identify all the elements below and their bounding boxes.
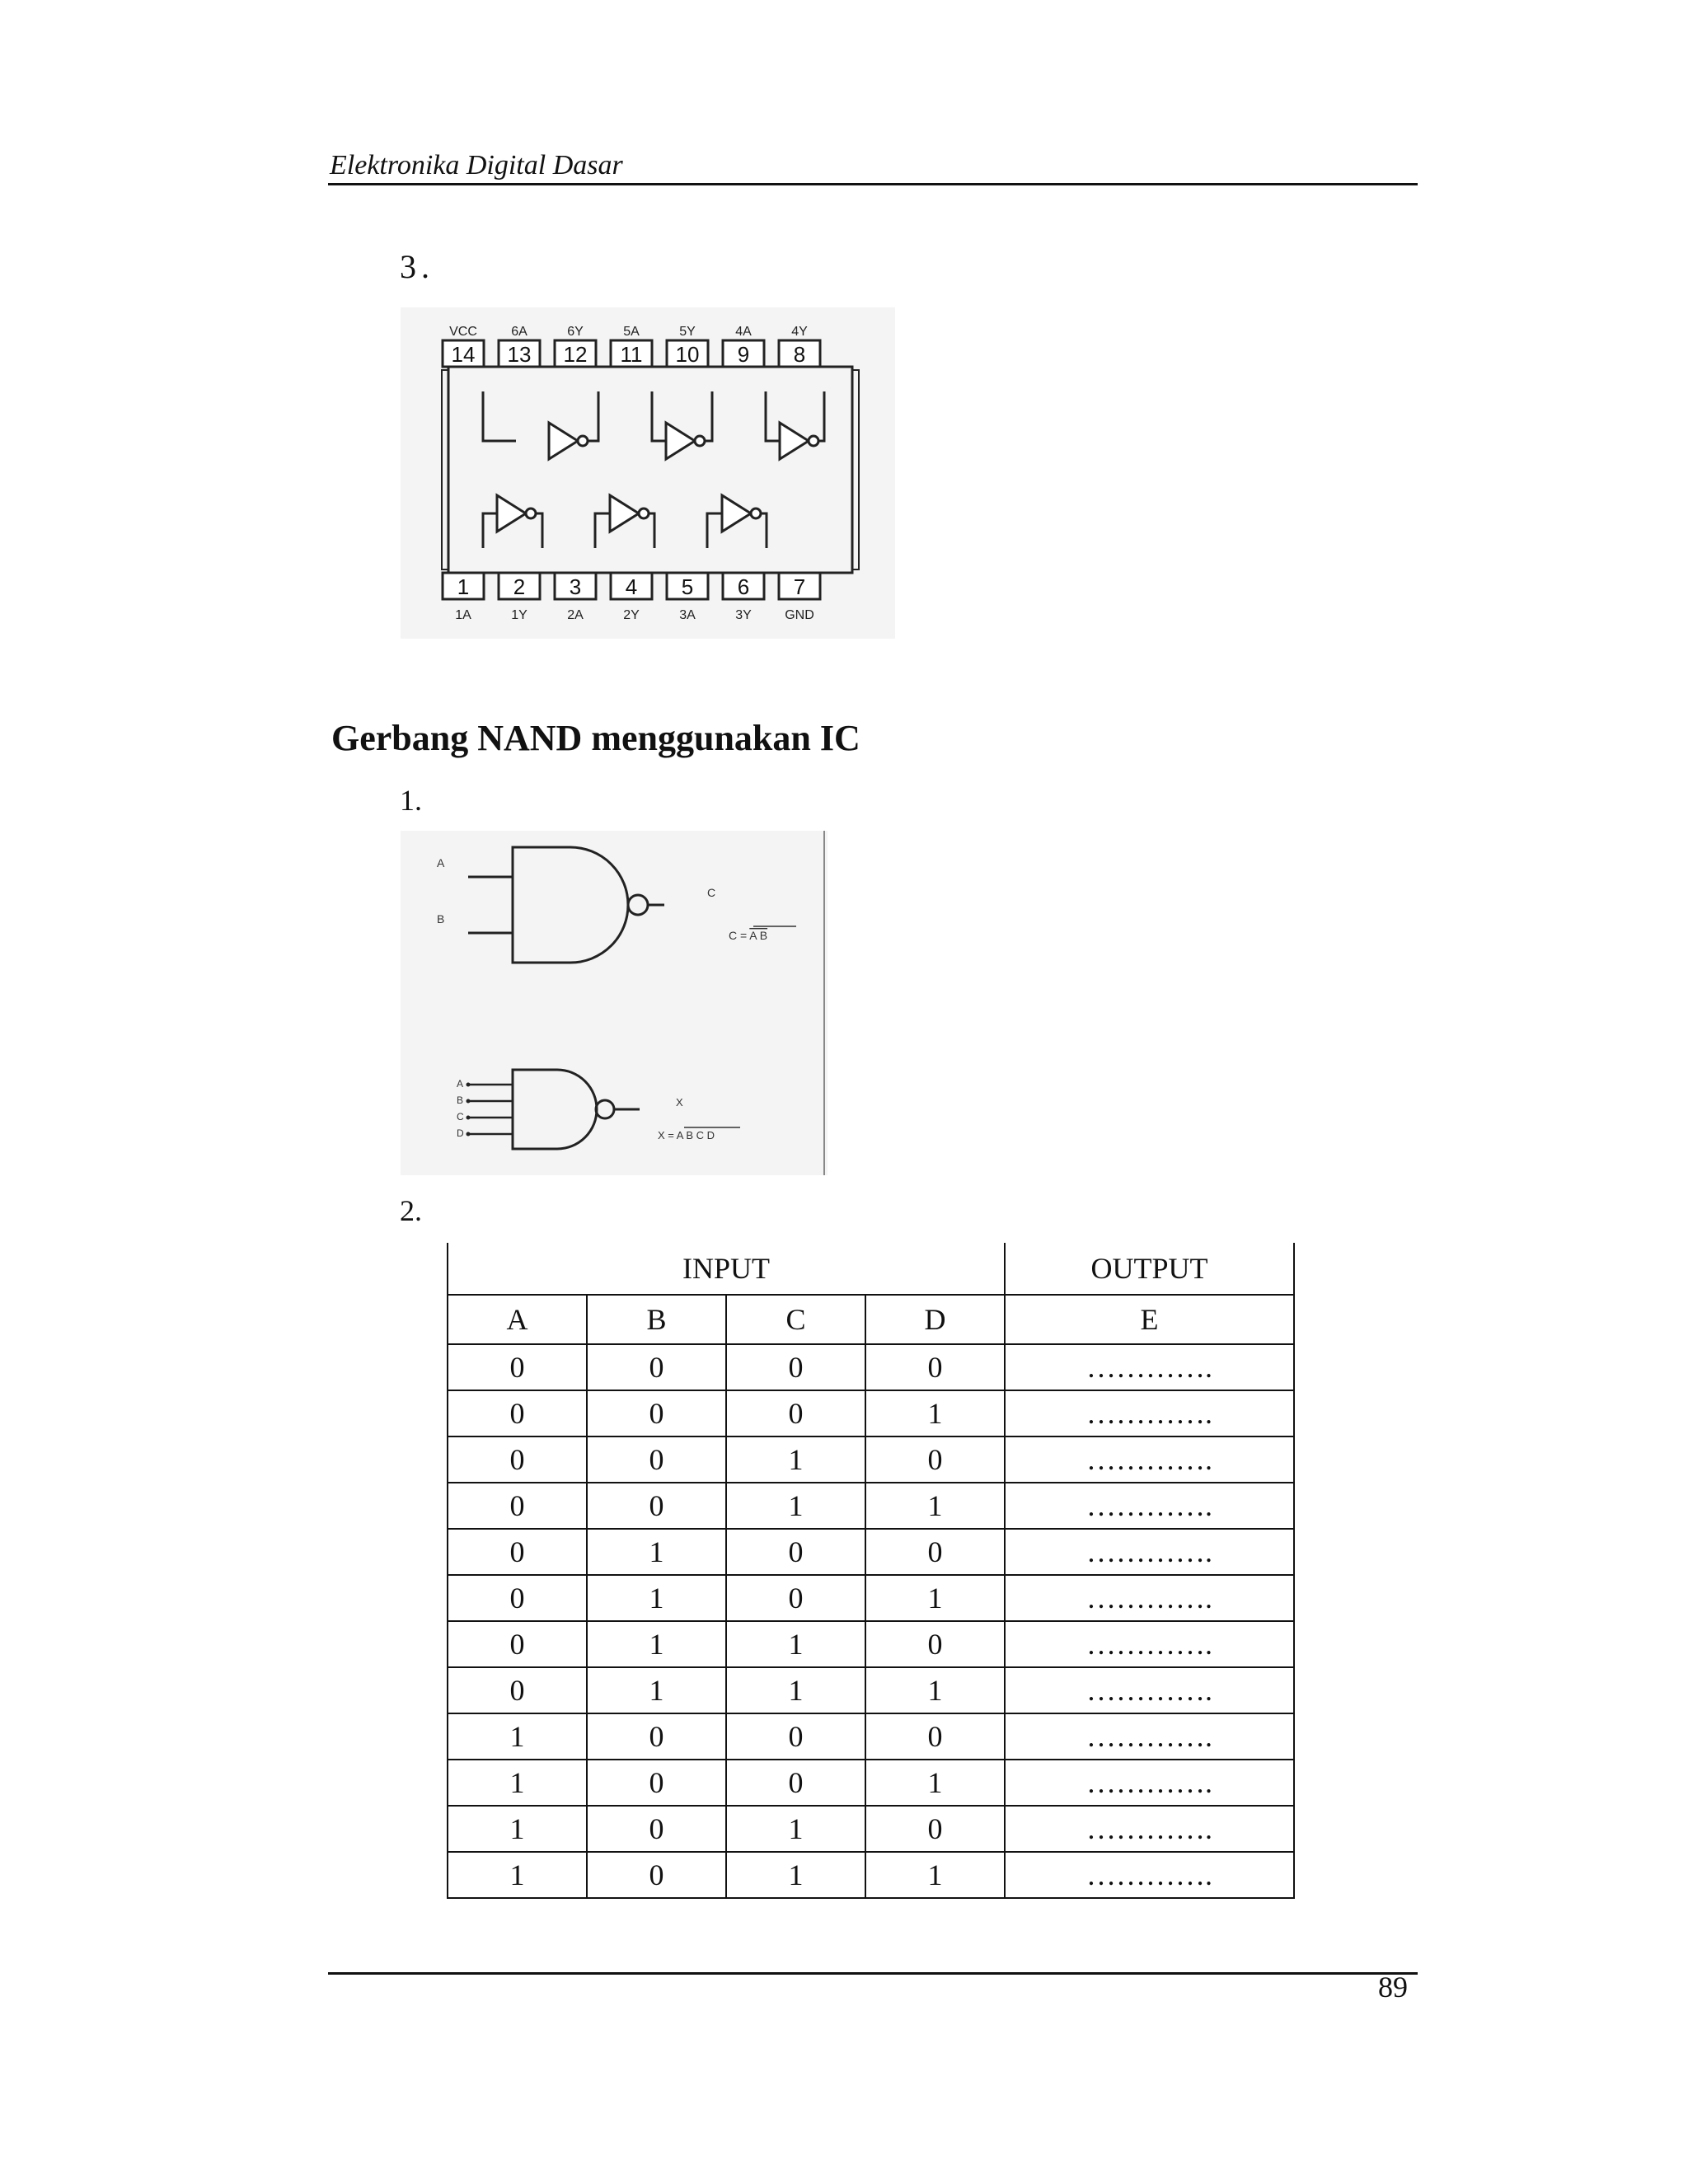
output-blank-cell: …………. [1005, 1852, 1294, 1898]
gate4-equation: X = A B C D [658, 1129, 715, 1141]
table-cell: 0 [587, 1483, 726, 1529]
ic-pin-top [443, 325, 484, 367]
ic-pin-label: 3A [679, 608, 696, 622]
gate2-output-label: C [707, 886, 716, 899]
ic-pinout-svg [401, 307, 895, 639]
table-cell: 0 [587, 1436, 726, 1483]
table-cell: 1 [587, 1667, 726, 1713]
ic-pin-label: 4A [735, 325, 752, 339]
ic-pin-number: 12 [563, 342, 588, 367]
table-cell: 0 [587, 1390, 726, 1436]
output-blank-cell: …………. [1005, 1713, 1294, 1760]
ic-pin-top [555, 325, 596, 367]
table-cell: 1 [865, 1390, 1005, 1436]
table-cell: 0 [448, 1436, 587, 1483]
inverter-5 [652, 391, 712, 459]
ic-pin-number: 7 [793, 574, 806, 599]
table-cell: 0 [865, 1436, 1005, 1483]
ic-pin-label: GND [785, 608, 814, 622]
ic-pin-label: 2A [567, 608, 584, 622]
table-row [448, 1852, 1294, 1898]
table-cell: 0 [865, 1621, 1005, 1667]
table-row [448, 1575, 1294, 1621]
truth-table-column-header [448, 1295, 1294, 1344]
table-cell: 1 [587, 1529, 726, 1575]
table-cell: 1 [726, 1852, 865, 1898]
gate4-output-label: X [676, 1096, 683, 1108]
ic-pin-label: 5Y [679, 325, 696, 339]
table-row [448, 1621, 1294, 1667]
ic-pin-label: VCC [449, 325, 477, 339]
input-group-header: INPUT [448, 1243, 1005, 1295]
column-header-e: E [1005, 1295, 1294, 1344]
column-header-a: A [448, 1295, 587, 1344]
ic-pin-number: 11 [620, 342, 643, 367]
ic-pin-bottom [667, 573, 708, 622]
ic-pin-top [723, 325, 764, 367]
table-row [448, 1344, 1294, 1390]
ic-pin-bottom [499, 573, 540, 622]
table-cell: 0 [865, 1529, 1005, 1575]
output-blank-cell: …………. [1005, 1760, 1294, 1806]
ic-pin-label: 4Y [791, 325, 808, 339]
gate2-input-b-label: B [437, 912, 445, 926]
table-cell: 1 [865, 1575, 1005, 1621]
inverter-3 [707, 495, 767, 548]
ic-pin-number: 2 [513, 574, 526, 599]
table-cell: 1 [587, 1575, 726, 1621]
table-cell: 0 [726, 1713, 865, 1760]
table-cell: 0 [587, 1806, 726, 1852]
table-cell: 0 [726, 1344, 865, 1390]
item-number-3: 3. [400, 248, 434, 285]
ic-pin-bottom [779, 573, 820, 622]
gate4-input-a-label: A [457, 1078, 464, 1090]
table-cell: 0 [448, 1483, 587, 1529]
table-cell: 1 [865, 1852, 1005, 1898]
nand-gate-4-input [457, 1070, 740, 1149]
ic-pin-label: 1A [455, 608, 471, 622]
running-header: Elektronika Digital Dasar [330, 150, 623, 180]
column-header-d: D [865, 1295, 1005, 1344]
nand-gate-2-input [437, 847, 796, 963]
ic-pin-number: 5 [681, 574, 694, 599]
table-row [448, 1760, 1294, 1806]
item-number-1: 1. [400, 784, 422, 817]
table-cell: 1 [726, 1806, 865, 1852]
table-cell: 0 [448, 1621, 587, 1667]
table-cell: 0 [448, 1575, 587, 1621]
table-row [448, 1390, 1294, 1436]
ic-pin-number: 6 [737, 574, 750, 599]
table-cell: 1 [865, 1483, 1005, 1529]
table-cell: 1 [448, 1852, 587, 1898]
inverter-6 [483, 391, 598, 459]
table-row [448, 1667, 1294, 1713]
ic-pin-number: 13 [507, 342, 532, 367]
table-cell: 0 [448, 1344, 587, 1390]
item-number-2: 2. [400, 1194, 422, 1227]
ic-pin-top [611, 325, 652, 367]
table-cell: 1 [865, 1760, 1005, 1806]
gate4-input-c-label: C [457, 1111, 464, 1122]
column-header-b: B [587, 1295, 726, 1344]
table-cell: 1 [865, 1667, 1005, 1713]
ic-pin-number: 3 [569, 574, 582, 599]
output-blank-cell: …………. [1005, 1667, 1294, 1713]
output-blank-cell: …………. [1005, 1344, 1294, 1390]
table-cell: 0 [448, 1529, 587, 1575]
table-row [448, 1713, 1294, 1760]
gate2-equation: C = A B [729, 929, 768, 942]
gate4-input-b-label: B [457, 1094, 464, 1106]
footer-rule [328, 1972, 1418, 1975]
table-cell: 1 [726, 1436, 865, 1483]
output-blank-cell: …………. [1005, 1575, 1294, 1621]
ic-pin-bottom [723, 573, 764, 622]
table-cell: 1 [726, 1621, 865, 1667]
table-cell: 0 [587, 1852, 726, 1898]
ic-pin-top [499, 325, 540, 367]
ic-pin-top [667, 325, 708, 367]
table-cell: 1 [448, 1713, 587, 1760]
ic-pin-number: 14 [451, 342, 476, 367]
nand-gates-svg [401, 831, 828, 1175]
output-blank-cell: …………. [1005, 1621, 1294, 1667]
output-blank-cell: …………. [1005, 1806, 1294, 1852]
ic-pin-number: 4 [625, 574, 638, 599]
table-cell: 0 [448, 1667, 587, 1713]
output-blank-cell: …………. [1005, 1390, 1294, 1436]
table-cell: 0 [865, 1806, 1005, 1852]
ic-pin-label: 1Y [511, 608, 528, 622]
table-cell: 0 [726, 1760, 865, 1806]
table-row [448, 1436, 1294, 1483]
table-cell: 0 [865, 1713, 1005, 1760]
inverter-2 [595, 495, 654, 548]
ic-pin-bottom [443, 573, 484, 622]
table-cell: 0 [726, 1529, 865, 1575]
table-cell: 1 [448, 1806, 587, 1852]
table-row [448, 1529, 1294, 1575]
output-blank-cell: …………. [1005, 1436, 1294, 1483]
inverter-1 [483, 495, 542, 548]
table-cell: 0 [726, 1390, 865, 1436]
table-cell: 0 [587, 1344, 726, 1390]
table-cell: 0 [448, 1390, 587, 1436]
ic-pin-label: 6Y [567, 325, 584, 339]
output-blank-cell: …………. [1005, 1529, 1294, 1575]
ic-pin-label: 5A [623, 325, 640, 339]
table-cell: 0 [726, 1575, 865, 1621]
output-group-header: OUTPUT [1005, 1243, 1294, 1295]
section-heading: Gerbang NAND menggunakan IC [331, 718, 860, 758]
inverter-4 [766, 391, 824, 459]
ic-pin-label: 2Y [623, 608, 640, 622]
table-cell: 1 [587, 1621, 726, 1667]
ic-pin-number: 10 [675, 342, 700, 367]
ic-pin-number: 9 [737, 342, 750, 367]
table-cell: 1 [448, 1760, 587, 1806]
table-row [448, 1483, 1294, 1529]
table-cell: 1 [726, 1483, 865, 1529]
ic-pin-label: 3Y [735, 608, 752, 622]
gate4-input-d-label: D [457, 1127, 464, 1139]
gate2-input-a-label: A [437, 856, 445, 869]
header-rule [328, 183, 1418, 185]
ic-pin-top [779, 325, 820, 367]
truth-table-group-header [448, 1243, 1294, 1295]
ic-pin-label: 6A [511, 325, 528, 339]
table-cell: 0 [587, 1713, 726, 1760]
ic-pin-bottom [611, 573, 652, 622]
truth-table [447, 1243, 1295, 1899]
page-number: 89 [1378, 1971, 1408, 2004]
output-blank-cell: …………. [1005, 1483, 1294, 1529]
ic-pinout-figure [401, 307, 895, 639]
table-cell: 0 [587, 1760, 726, 1806]
ic-pin-number: 8 [793, 342, 806, 367]
ic-pin-bottom [555, 573, 596, 622]
table-row [448, 1806, 1294, 1852]
ic-pin-number: 1 [457, 574, 470, 599]
table-cell: 0 [865, 1344, 1005, 1390]
nand-gates-figure [401, 831, 828, 1175]
ic-body [448, 367, 852, 573]
column-header-c: C [726, 1295, 865, 1344]
table-cell: 1 [726, 1667, 865, 1713]
